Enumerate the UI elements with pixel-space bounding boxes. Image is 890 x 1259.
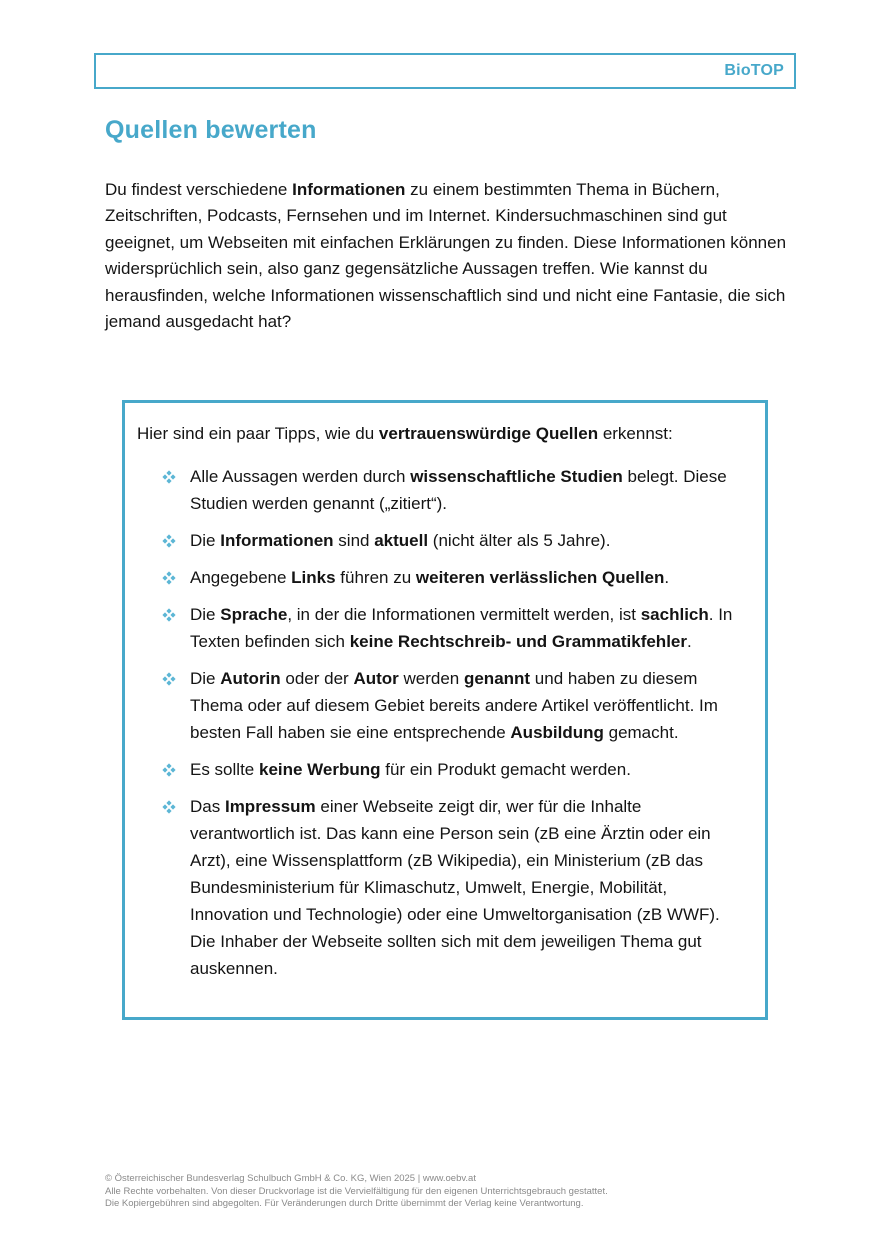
tips-box-intro: Hier sind ein paar Tipps, wie du vertrauenswürdige Quellen erkennst:	[137, 424, 673, 443]
footer-line-liability: Die Kopiergebühren sind abgegolten. Für Veränderungen durch Dritte übernimmt der Verlag keine Verantwortung.	[105, 1198, 584, 1209]
four-diamond-bullet-icon	[162, 800, 176, 814]
page-title: Quellen bewerten	[105, 116, 317, 144]
list-item	[162, 665, 747, 746]
tip-text: Es sollte keine Werbung für ein Produkt gemacht werden.	[190, 760, 631, 779]
tips-box	[122, 400, 768, 1020]
four-diamond-bullet-icon	[162, 763, 176, 777]
footer	[105, 1173, 805, 1211]
tips-list	[137, 463, 747, 982]
tip-text: Die Sprache, in der die Informationen vermittelt werden, ist sachlich. In Texten befinden sich keine Rechtschreib- und Grammatikfehler.	[190, 605, 733, 651]
brand-logo-text: BioTOP	[724, 62, 784, 79]
footer-line-rights: Alle Rechte vorbehalten. Von dieser Druckvorlage ist die Vervielfältigung für den eigenen Unterrichtsgebrauch gestattet.	[105, 1185, 608, 1197]
list-item	[162, 564, 747, 591]
tip-text: Die Autorin oder der Autor werden genannt und haben zu diesem Thema oder auf diesem Gebiet bereits andere Artikel veröffentlicht. Im besten Fall haben sie eine entsprechende Ausbildung gemacht.	[190, 669, 718, 742]
header-brand-box	[94, 53, 796, 89]
tip-text: Die Informationen sind aktuell (nicht älter als 5 Jahre).	[190, 531, 611, 550]
four-diamond-bullet-icon	[162, 571, 176, 585]
four-diamond-bullet-icon	[162, 608, 176, 622]
list-item	[162, 527, 747, 554]
list-item	[162, 463, 747, 517]
footer-line-copyright: © Österreichischer Bundesverlag Schulbuch GmbH & Co. KG, Wien 2025 | www.oebv.at	[105, 1173, 476, 1184]
four-diamond-bullet-icon	[162, 470, 176, 484]
tip-text: Angegebene Links führen zu weiteren verlässlichen Quellen.	[190, 568, 670, 587]
list-item	[162, 756, 747, 783]
tip-text: Alle Aussagen werden durch wissenschaftliche Studien belegt. Diese Studien werden genannt („zitiert“).	[190, 467, 727, 513]
four-diamond-bullet-icon	[162, 534, 176, 548]
tip-text: Das Impressum einer Webseite zeigt dir, wer für die Inhalte verantwortlich ist. Das kann eine Person sein (zB eine Ärztin oder ein Arzt), eine Wissensplattform (zB Wikipedia), ein Ministerium (zB das Bundesministerium für Klimaschutz, Umwelt, Energie, Mobilität, Innovation und Technologie) oder eine Umweltorganisation (zB WWF). Die Inhaber der Webseite sollten sich mit dem jeweiligen Thema gut auskennen.	[190, 797, 720, 978]
intro-paragraph: Du findest verschiedene Informationen zu einem bestimmten Thema in Büchern, Zeitschriften, Podcasts, Fernsehen und im Internet. Kindersuchmaschinen sind gut geeignet, um Webseiten mit einfachen Erklärungen zu finden. Diese Informationen können widersprüchlich sein, also ganz gegensätzliche Aussagen treffen. Wie kannst du herausfinden, welche Informationen wissenschaftlich sind und nicht eine Fantasie, die sich jemand ausgedacht hat?	[105, 180, 787, 332]
list-item	[162, 793, 747, 982]
list-item	[162, 601, 747, 655]
four-diamond-bullet-icon	[162, 672, 176, 686]
